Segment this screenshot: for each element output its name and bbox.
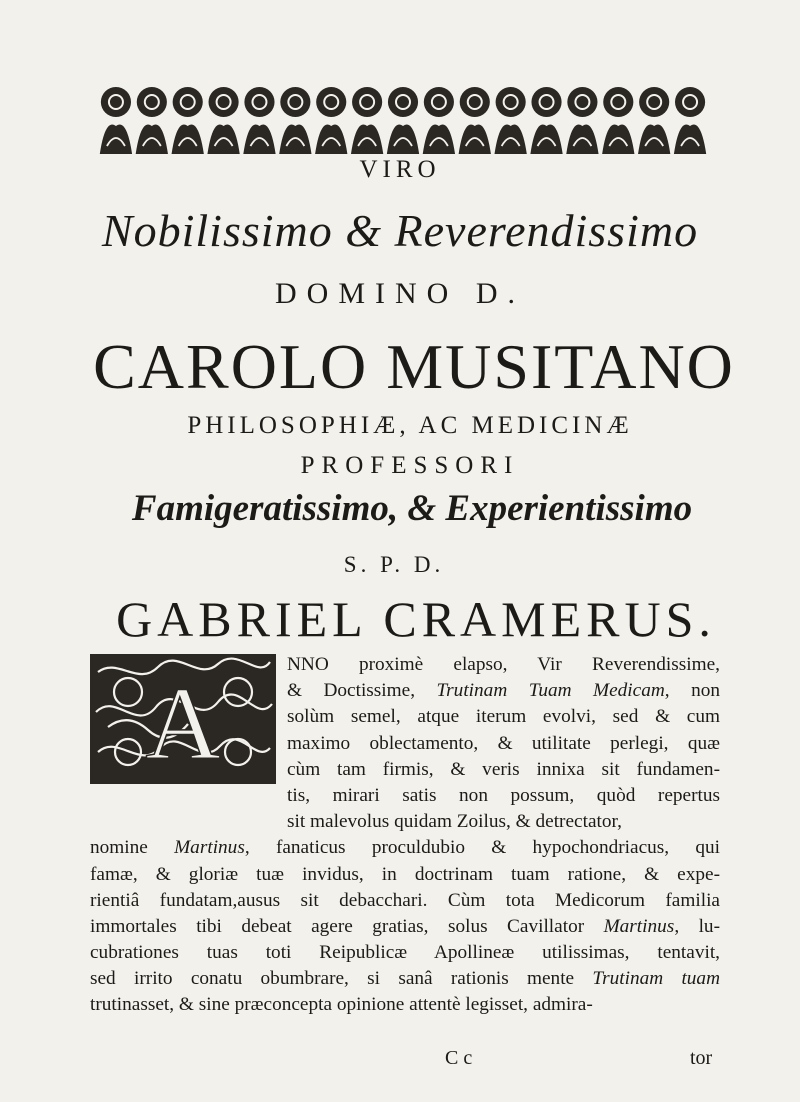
author-name: GABRIEL CRAMERUS.: [116, 591, 716, 647]
signature-mark: C c: [445, 1047, 473, 1069]
body-text-run: famæ, & gloriæ tuæ invidus, in doctrinam tuam ratione, & expe-: [90, 863, 720, 885]
initial-letter: A: [145, 666, 221, 781]
page-footer: [0, 1047, 800, 1073]
italic-text-run: Martinus: [174, 837, 245, 859]
catchword: tor: [690, 1047, 713, 1069]
dedication-body-text: [90, 652, 720, 1019]
body-line: [90, 914, 720, 940]
floral-headpiece-ornament: [98, 82, 708, 160]
dedication-viro: VIRO: [359, 156, 441, 183]
body-text-run: , lu-: [674, 915, 720, 937]
body-text-run: immortales tibi debeat agere gratias, solus Cavillator: [90, 915, 604, 937]
body-line: [90, 809, 720, 835]
dedication-domino: DOMINO D.: [275, 277, 525, 310]
body-line: [90, 966, 720, 992]
italic-text-run: Trutinam tuam: [592, 968, 720, 990]
body-text-run: , non: [664, 680, 720, 702]
body-text-run: trutinasset, & sine præconcepta opinione attentè legisset, admira-: [90, 994, 593, 1016]
body-line: [90, 992, 720, 1018]
body-text-run: & Doctissime,: [287, 680, 437, 702]
body-text-run: tis, mirari satis non possum, quòd repertus: [287, 784, 720, 806]
body-line: [90, 757, 720, 783]
body-text-run: sed irrito conatu obumbrare, si sanâ rationis mente: [90, 968, 593, 990]
body-line: [90, 783, 720, 809]
body-line: [90, 652, 720, 678]
body-text-run: solùm semel, atque iterum evolvi, sed & cum: [287, 706, 720, 728]
dedication-professori: PROFESSORI: [300, 452, 520, 479]
body-text-run: nomine: [90, 837, 175, 859]
body-line: [90, 862, 720, 888]
body-line: [90, 678, 720, 704]
body-text-run: cùm tam firmis, & veris innixa sit fundamen-: [287, 758, 720, 780]
dedication-nobilissimo: Nobilissimo & Reverendissimo: [101, 205, 699, 256]
body-text-run: , fanaticus proculdubio & hypochondriacus, qui: [244, 837, 720, 859]
body-line: [90, 940, 720, 966]
italic-text-run: Martinus: [603, 915, 675, 937]
dedicatee-name: CAROLO MUSITANO: [93, 331, 735, 402]
body-text-run: maximo oblectamento, & utilitate perlegi, quæ: [287, 732, 720, 754]
body-text-run: cubrationes tuas toti Reipublicæ Apollineæ utilissimas, tentavit,: [90, 942, 720, 964]
dedication-spd: S. P. D.: [343, 552, 445, 577]
body-line: [90, 704, 720, 730]
body-line: [90, 731, 720, 757]
body-text-run: NNO proximè elapso, Vir Reverendissime,: [287, 654, 720, 675]
body-text-run: sit malevolus quidam Zoilus, & detrectator,: [287, 811, 622, 833]
dedication-philosophiae: PHILOSOPHIÆ, AC MEDICINÆ: [187, 412, 633, 439]
body-line: [90, 888, 720, 914]
body-line: [90, 835, 720, 861]
body-text-run: rientiâ fundatam,ausus sit debacchari. Cùm tota Medicorum familia: [90, 889, 720, 911]
italic-text-run: Trutinam Tuam Medicam: [436, 680, 665, 702]
dedication-famigeratissimo: Famigeratissimo, & Experientissimo: [131, 488, 693, 529]
